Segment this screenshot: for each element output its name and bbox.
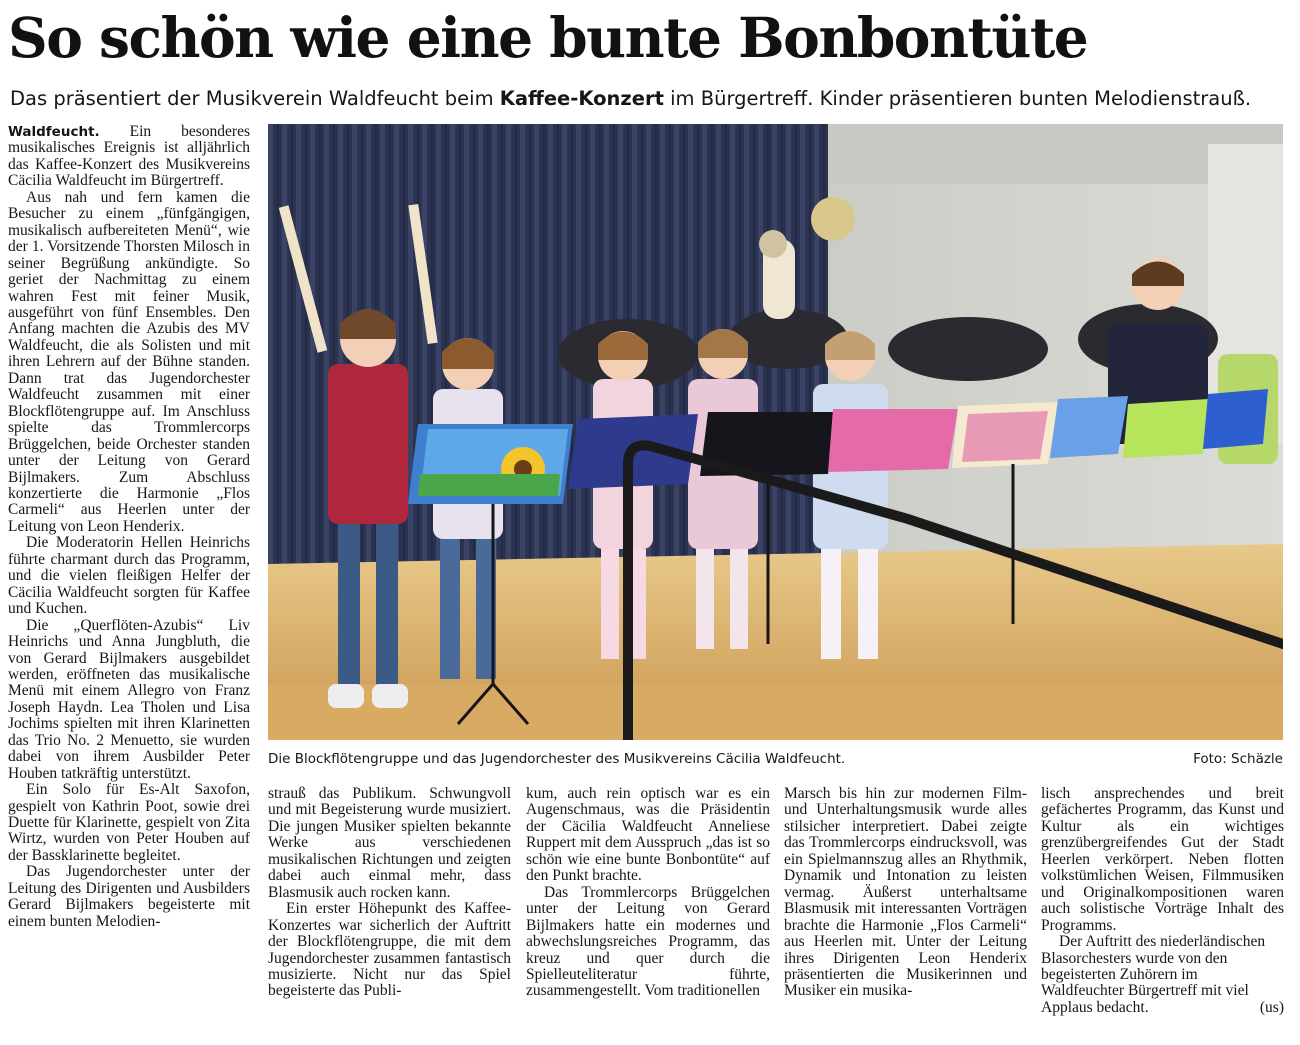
paragraph-text: Ein besonderes musikalisches Ereignis ist alljährlich das Kaffee-Konzert des Musikvereins Cäcilia Waldfeucht im Bürgertreff. [8,123,251,190]
paragraph [8,124,250,190]
article-column-3 [526,786,770,1000]
paragraph: Aus nah und fern kamen die Besucher zu einem „fünfgängigen, musikalisch aufbereiteten Menü“, wie der 1. Vorsitzende Thorsten Milosch in seiner Begrüßung ankündigte. So geriet der Nachmittag zu einem wahren Fest mit feiner Musik, ausgeführt von fünf Ensembles. Den Anfang machten die Azubis des MV Waldfeucht, die als Solisten und mit ihren Lehrern auf der Bühne standen. Dann trat das Jugendorchester Waldfeucht zusammen mit einer Blockflötengruppe auf. Im Anschluss spielte das Trommlercorps Brüggelchen, beide Orchester standen unter der Leitung von Gerard Bijlmakers. Zum Abschluss konzertierte die Harmonie „Flos Carmeli“ aus Heerlen unter der Leitung von Leon Henderix. [8,188,250,535]
article-column-5 [1041,786,1284,1016]
article-column-2 [268,786,511,1000]
concert-photo [268,124,1283,740]
article-column-4 [784,786,1027,1000]
paragraph: Marsch bis hin zur modernen Film- und Unterhaltungsmusik wurde alles stilsicher interpretiert. Dabei zeigte das Trommlercorps eindrucksvoll, was ein Spielmannszug alles an Rhythmik, Dynamik und Intonation zu leisten vermag. Äußerst unterhaltsame Blasmusik mit interessanten Vorträgen brachte die Harmonie „Flos Carmeli“ aus Heerlen mit. Unter der Leitung ihres Dirigenten Leon Henderix präsentierten die Musikerinnen und Musiker ein musika- [784,785,1027,1000]
subheadline [10,85,1251,113]
paragraph-text: Der Auftritt des niederländischen Blasorchesters wurde von den begeisterten Zuhörern im Waldfeuchter Bürgertreff mit viel Applaus bedacht. [1041,933,1266,1016]
paragraph: strauß das Publikum. Schwungvoll und mit Begeisterung wurde musiziert. Die jungen Musiker spielten bekannte Werke aus verschiedenen musikalischen Richtungen und zeigten dabei auch einmal mehr, dass Blasmusik auch rocken kann. [268,785,511,901]
paragraph: Die Moderatorin Hellen Heinrichs führte charmant durch das Programm, und die vielen fleißigen Helfer der Cäcilia Waldfeucht sorgten für Kaffee und Kuchen. [8,534,250,618]
paragraph: Das Jugendorchester unter der Leitung des Dirigenten und Ausbilders Gerard Bijlmakers begeisterte mit einem bunten Melodien- [8,863,250,930]
paragraph: Ein Solo für Es-Alt Saxofon, gespielt von Kathrin Poot, sowie drei Duette für Klarinette, gespielt von Zita Wirtz, wurden von Peter Houben auf der Bassklarinette begleitet. [8,781,250,864]
subheadline-text-end: im Bürgertreff. Kinder präsentieren bunten Melodienstrauß. [663,87,1252,110]
subheadline-text-start: Das präsentiert der Musikverein Waldfeucht beim [10,87,500,110]
paragraph: Das Trommlercorps Brüggelchen unter der Leitung von Gerard Bijlmakers hatte ein modernes und abwechslungsreiches Programm, das kreuz und quer durch die Spielleuteliteratur führte, zusammengestellt. Vom traditionellen [526,883,770,1000]
headline: So schön wie eine bunte Bonbontüte [8,5,1088,70]
paragraph [1041,934,1284,1016]
paragraph: Die „Querflöten-Azubis“ Liv Heinrichs und Anna Jungbluth, die von Gerard Bijlmakers ausgebildet werden, eröffneten das musikalische Menü mit einem Allegro von Franz Joseph Haydn. Lea Tholen und Lisa Jochims spielten mit ihren Klarinetten das Trio No. 2 Menuetto, sie wurden dabei von ihrem Ausbilder Peter Houben tatkräftig unterstützt. [8,616,250,782]
subheadline-bold: Kaffee-Konzert [499,87,664,110]
paragraph: kum, auch rein optisch war es ein Augenschmaus, was die Präsidentin der Cäcilia Waldfeucht Anneliese Ruppert mit dem Ausspruch „das ist so schön wie eine bunte Bonbontüte“ auf den Punkt brachte. [526,785,770,885]
article-column-1 [8,124,250,930]
dateline: Waldfeucht. [8,124,100,140]
author-tag: (us) [1259,998,1284,1016]
paragraph: lisch ansprechendes und breit gefächertes Programm, das Kunst und Kultur als ein wichtiges grenzübergreifendes Gut der Stadt Heerlen verkörpert. Neben flotten volkstümlichen Weisen, Filmmusiken und Originalkompositionen waren auch solistische Vorträge Inhalt des Programms. [1041,785,1284,934]
photo-credit: Foto: Schäzle [1193,751,1283,767]
photo-illustration [268,124,1283,740]
paragraph: Ein erster Höhepunkt des Kaffee-Konzertes war sicherlich der Auftritt der Blockflötengruppe, die mit dem Jugendorchester zusammen fantastisch musizierte. Nicht nur das Spiel begeisterte das Publi- [268,900,511,1000]
photo-caption: Die Blockflötengruppe und das Jugendorchester des Musikvereins Cäcilia Waldfeucht. [268,751,846,767]
